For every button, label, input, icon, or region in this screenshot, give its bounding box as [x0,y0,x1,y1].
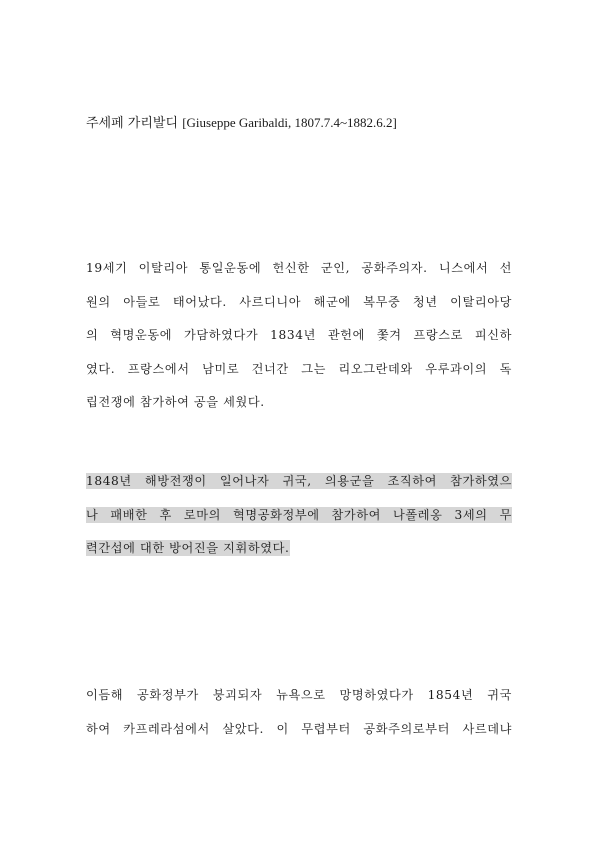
text-line: 원의 아들로 태어났다. 사르디니아 해군에 복무중 청년 이탈리아당 [86,294,512,309]
title-latin: [Giuseppe Garibaldi, 1807.7.4~1882.6.2] [182,115,397,130]
text-line: 의 혁명운동에 가담하였다가 1834년 관헌에 쫓겨 프랑스로 피신하 [86,328,512,342]
text-line: 였다. 프랑스에서 남미로 건너간 그는 리오그란데와 우루과이의 독 [86,361,512,376]
text-line: 립전쟁에 참가하여 공을 세웠다. [86,395,265,409]
paragraph-exile [86,686,512,753]
text-line: 19세기 이탈리아 통일운동에 헌신한 군인, 공화주의자. 니스에서 선 [86,261,512,275]
paragraph-early-life [86,259,512,427]
title-korean: 주세페 가리발디 [86,116,179,131]
text-line: 나 패배한 후 로마의 혁명공화정부에 참가하여 나폴레옹 3세의 무 [86,507,512,522]
paragraph-highlighted-1848 [86,472,512,573]
text-line: 하여 카프레라섬에서 살았다. 이 무렵부터 공화주의로부터 사르데냐 [86,721,512,736]
text-line: 1848년 해방전쟁이 일어나자 귀국, 의용군을 조직하여 참가하였으 [86,474,512,488]
text-line: 력간섭에 대한 방어진을 지휘하였다. [86,541,290,555]
document-title [86,114,526,133]
text-line: 이듬해 공화정부가 붕괴되자 뉴욕으로 망명하였다가 1854년 귀국 [86,688,512,702]
